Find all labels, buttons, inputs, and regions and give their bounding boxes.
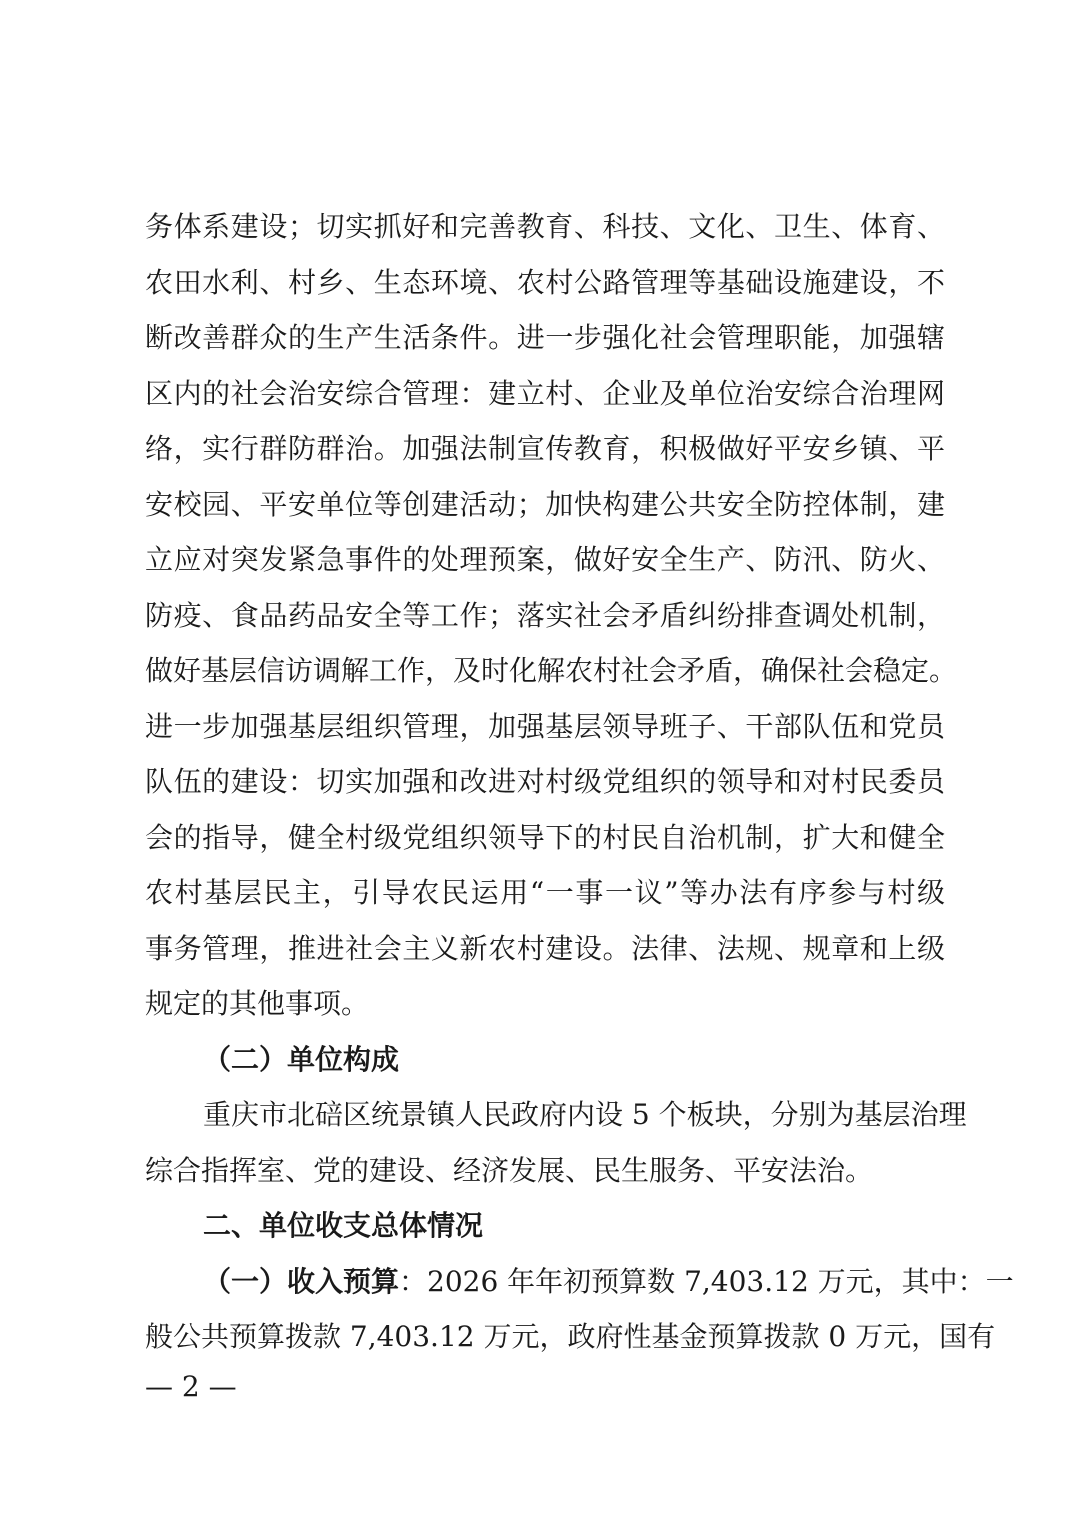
subheading-unit-composition: （二）单位构成 — [203, 1042, 400, 1076]
unit-composition-line: 重庆市北碚区统景镇人民政府内设 5 个板块，分别为基层治理 — [203, 1098, 967, 1131]
body-line: 断改善群众的生产生活条件。进一步强化社会管理职能，加强辖 — [145, 321, 945, 354]
body-line: 农田水利、村乡、生态环境、农村公路管理等基础设施建设，不 — [145, 265, 945, 299]
body-line: 事务管理，推进社会主义新农村建设。法律、法规、规章和上级 — [145, 931, 945, 965]
body-line: 络，实行群防群治。加强法制宣传教育，积极做好平安乡镇、平 — [145, 432, 945, 465]
unit-composition-line: 综合指挥室、党的建设、经济发展、民生服务、平安法治。 — [145, 1153, 874, 1187]
income-budget-label: （一）收入预算 — [203, 1264, 400, 1298]
body-line: 规定的其他事项。 — [145, 987, 370, 1020]
body-line: 安校园、平安单位等创建活动；加快构建公共安全防控体制，建 — [145, 487, 945, 521]
body-line: 防疫、食品药品安全等工作；落实社会矛盾纠纷排查调处机制， — [145, 598, 945, 632]
body-line: 会的指导，健全村级党组织领导下的村民自治机制，扩大和健全 — [145, 820, 945, 854]
body-line: 队伍的建设：切实加强和改进对村级党组织的领导和对村民委员 — [145, 765, 945, 798]
body-line: 进一步加强基层组织管理，加强基层领导班子、干部队伍和党员 — [145, 709, 945, 743]
body-line: 做好基层信访调解工作，及时化解农村社会矛盾，确保社会稳定。 — [145, 654, 958, 687]
body-line: 立应对突发紧急事件的处理预案，做好安全生产、防汛、防火、 — [145, 543, 945, 576]
document-body — [145, 199, 1014, 1365]
page-number: — 2 — — [145, 1370, 237, 1403]
income-budget-text: ：2026 年年初预算数 7,403.12 万元，其中：一 — [399, 1264, 1014, 1298]
section-heading: 二、单位收支总体情况 — [203, 1209, 484, 1242]
body-line: 区内的社会治安综合管理：建立村、企业及单位治安综合治理网 — [145, 376, 945, 410]
income-budget-line-2: 般公共预算拨款 7,403.12 万元，政府性基金预算拨款 0 万元，国有 — [145, 1320, 996, 1353]
body-line: 务体系建设；切实抓好和完善教育、科技、文化、卫生、体育、 — [145, 210, 945, 243]
body-line: 农村基层民主，引导农民运用“一事一议”等办法有序参与村级 — [145, 876, 945, 909]
income-budget-line — [145, 1254, 1014, 1310]
